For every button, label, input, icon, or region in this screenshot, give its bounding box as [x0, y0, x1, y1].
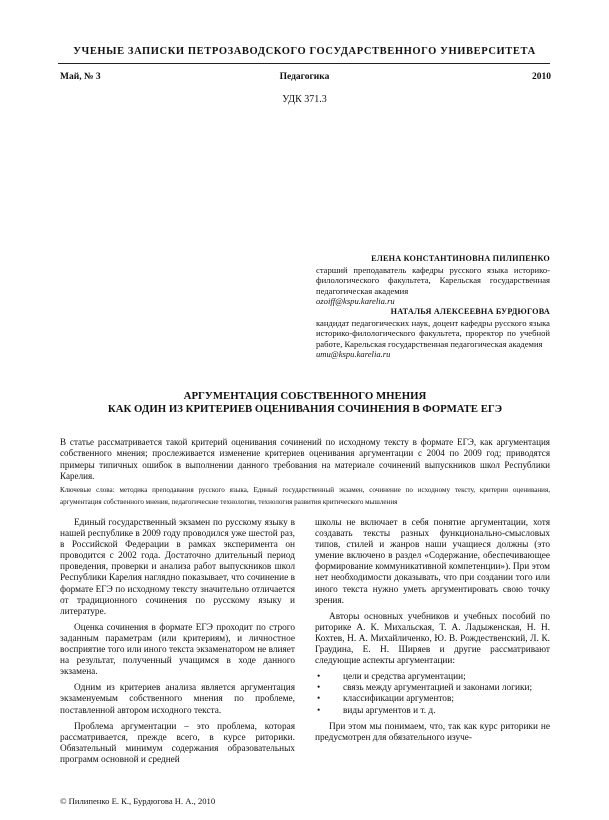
list-item: • виды аргументов и т. д.: [315, 706, 550, 717]
list-item: • цели и средства аргументации;: [315, 672, 550, 683]
author-position: кандидат педагогических наук, доцент кафедры русского языка историко-филологического факультета, проректор по учебной работе, Карельская государственная педагогическая академия: [316, 317, 550, 349]
header-rule: [58, 63, 550, 64]
journal-title: УЧЕНЫЕ ЗАПИСКИ ПЕТРОЗАВОДСКОГО ГОСУДАРСТВЕННОГО УНИВЕРСИТЕТА: [73, 46, 536, 57]
title-line: АРГУМЕНТАЦИЯ СОБСТВЕННОГО МНЕНИЯ: [183, 390, 427, 402]
aspects-list: [315, 672, 550, 716]
author-name: НАТАЛЬЯ АЛЕКСЕЕВНА БУРДЮГОВА: [390, 306, 550, 316]
paragraph: Одним из критериев анализа является аргументация экзаменуемым собственного мнения по проблеме, поставленной автором исходного текста.: [60, 683, 295, 716]
year: 2010: [532, 72, 551, 82]
authors-block: [316, 254, 550, 360]
author-email: ozoiff@kspu.karelia.ru: [316, 296, 395, 307]
keywords: Ключевые слова: методика преподавания русского языка, Единый государственный экзамен, сочинение по исходному тексту, критерии оценивания, аргументация собственного мнения, педагогические технологии, технология развития критического мышления: [60, 486, 550, 506]
paragraph: Оценка сочинения в формате ЕГЭ проходит по строго заданным параметрам (или критериям), и личностное восприятие того или иного текста экзаменатором не влияет на результат, полученный учащимся в ходе данного экзамена.: [60, 622, 295, 678]
title-line: КАК ОДИН ИЗ КРИТЕРИЕВ ОЦЕНИВАНИЯ СОЧИНЕНИЯ В ФОРМАТЕ ЕГЭ: [107, 403, 503, 415]
author-position: старший преподаватель кафедры русского языка историко-филологического факультета, Карельская государственная педагогическая академия: [316, 264, 550, 296]
paragraph: При этом мы понимаем, что, так как курс риторики не предусмотрен для обязательного изуче-: [315, 721, 550, 743]
copyright: © Пилипенко Е. К., Бурдюгова Н. А., 2010: [60, 796, 216, 806]
paragraph: школы не включает в себя понятие аргументации, хотя создавать тексты разных функционально-смысловых типов, стилей и жанров наши учащиеся должны (это умение включено в раздел «Содержание, обеспечивающее формирование коммуникативной компетенции»). При этом нет необходимости доказывать, что при создании того или иного текста нужно уметь аргументировать свою точку зрения.: [315, 518, 550, 606]
list-item: • связь между аргументацией и законами логики;: [315, 683, 550, 694]
paragraph: Проблема аргументации – это проблема, которая рассматривается, прежде всего, в курсе риторики. Обязательный минимум содержания образовательных программ основной и средней: [60, 721, 295, 765]
body-column-right: [315, 518, 550, 749]
section-name: Педагогика: [279, 72, 330, 82]
abstract: В статье рассматривается такой критерий оценивания сочинений по исходному тексту в формате ЕГЭ, как аргументация собственного мнения; прослеживается изменение критериев оценивания аргументации с 2004 по 2009 год; приводятся примеры типичных ошибок в выполнении данного требования на материале сочинений выпускников школ Республики Карелия.: [60, 437, 550, 481]
paragraph: Авторы основных учебников и учебных пособий по риторике А. К. Михальская, Т. А. Ладыженская, Н. Н. Кохтев, Н. А. Михайличенко, Ю. В. Рождественский, Л. К. Граудина, Е. Н. Ширяев и другие рассматривают следующие аспекты аргументации:: [315, 611, 550, 667]
body-column-left: [60, 518, 295, 771]
article-title: [60, 390, 550, 416]
list-item: • классификации аргументов;: [315, 694, 550, 705]
author-name: ЕЛЕНА КОНСТАНТИНОВНА ПИЛИПЕНКО: [371, 254, 550, 263]
paragraph: Единый государственный экзамен по русскому языку в нашей республике в 2009 году проводился уже шестой раз, в Российской Федерации в рамках эксперимента он проводится с 2002 года. Достаточно длительный период проведения, проверки и анализа работ выпускников школ Республики Карелия наглядно показывает, что сочинение в формате ЕГЭ по исходному тексту значительно отличается от традиционного сочинения по русскому языку и литературе.: [60, 518, 295, 617]
issue-number: Май, № 3: [60, 72, 101, 82]
udk-code: УДК 371.3: [282, 94, 327, 105]
author-email: umu@kspu.karelia.ru: [316, 349, 391, 360]
